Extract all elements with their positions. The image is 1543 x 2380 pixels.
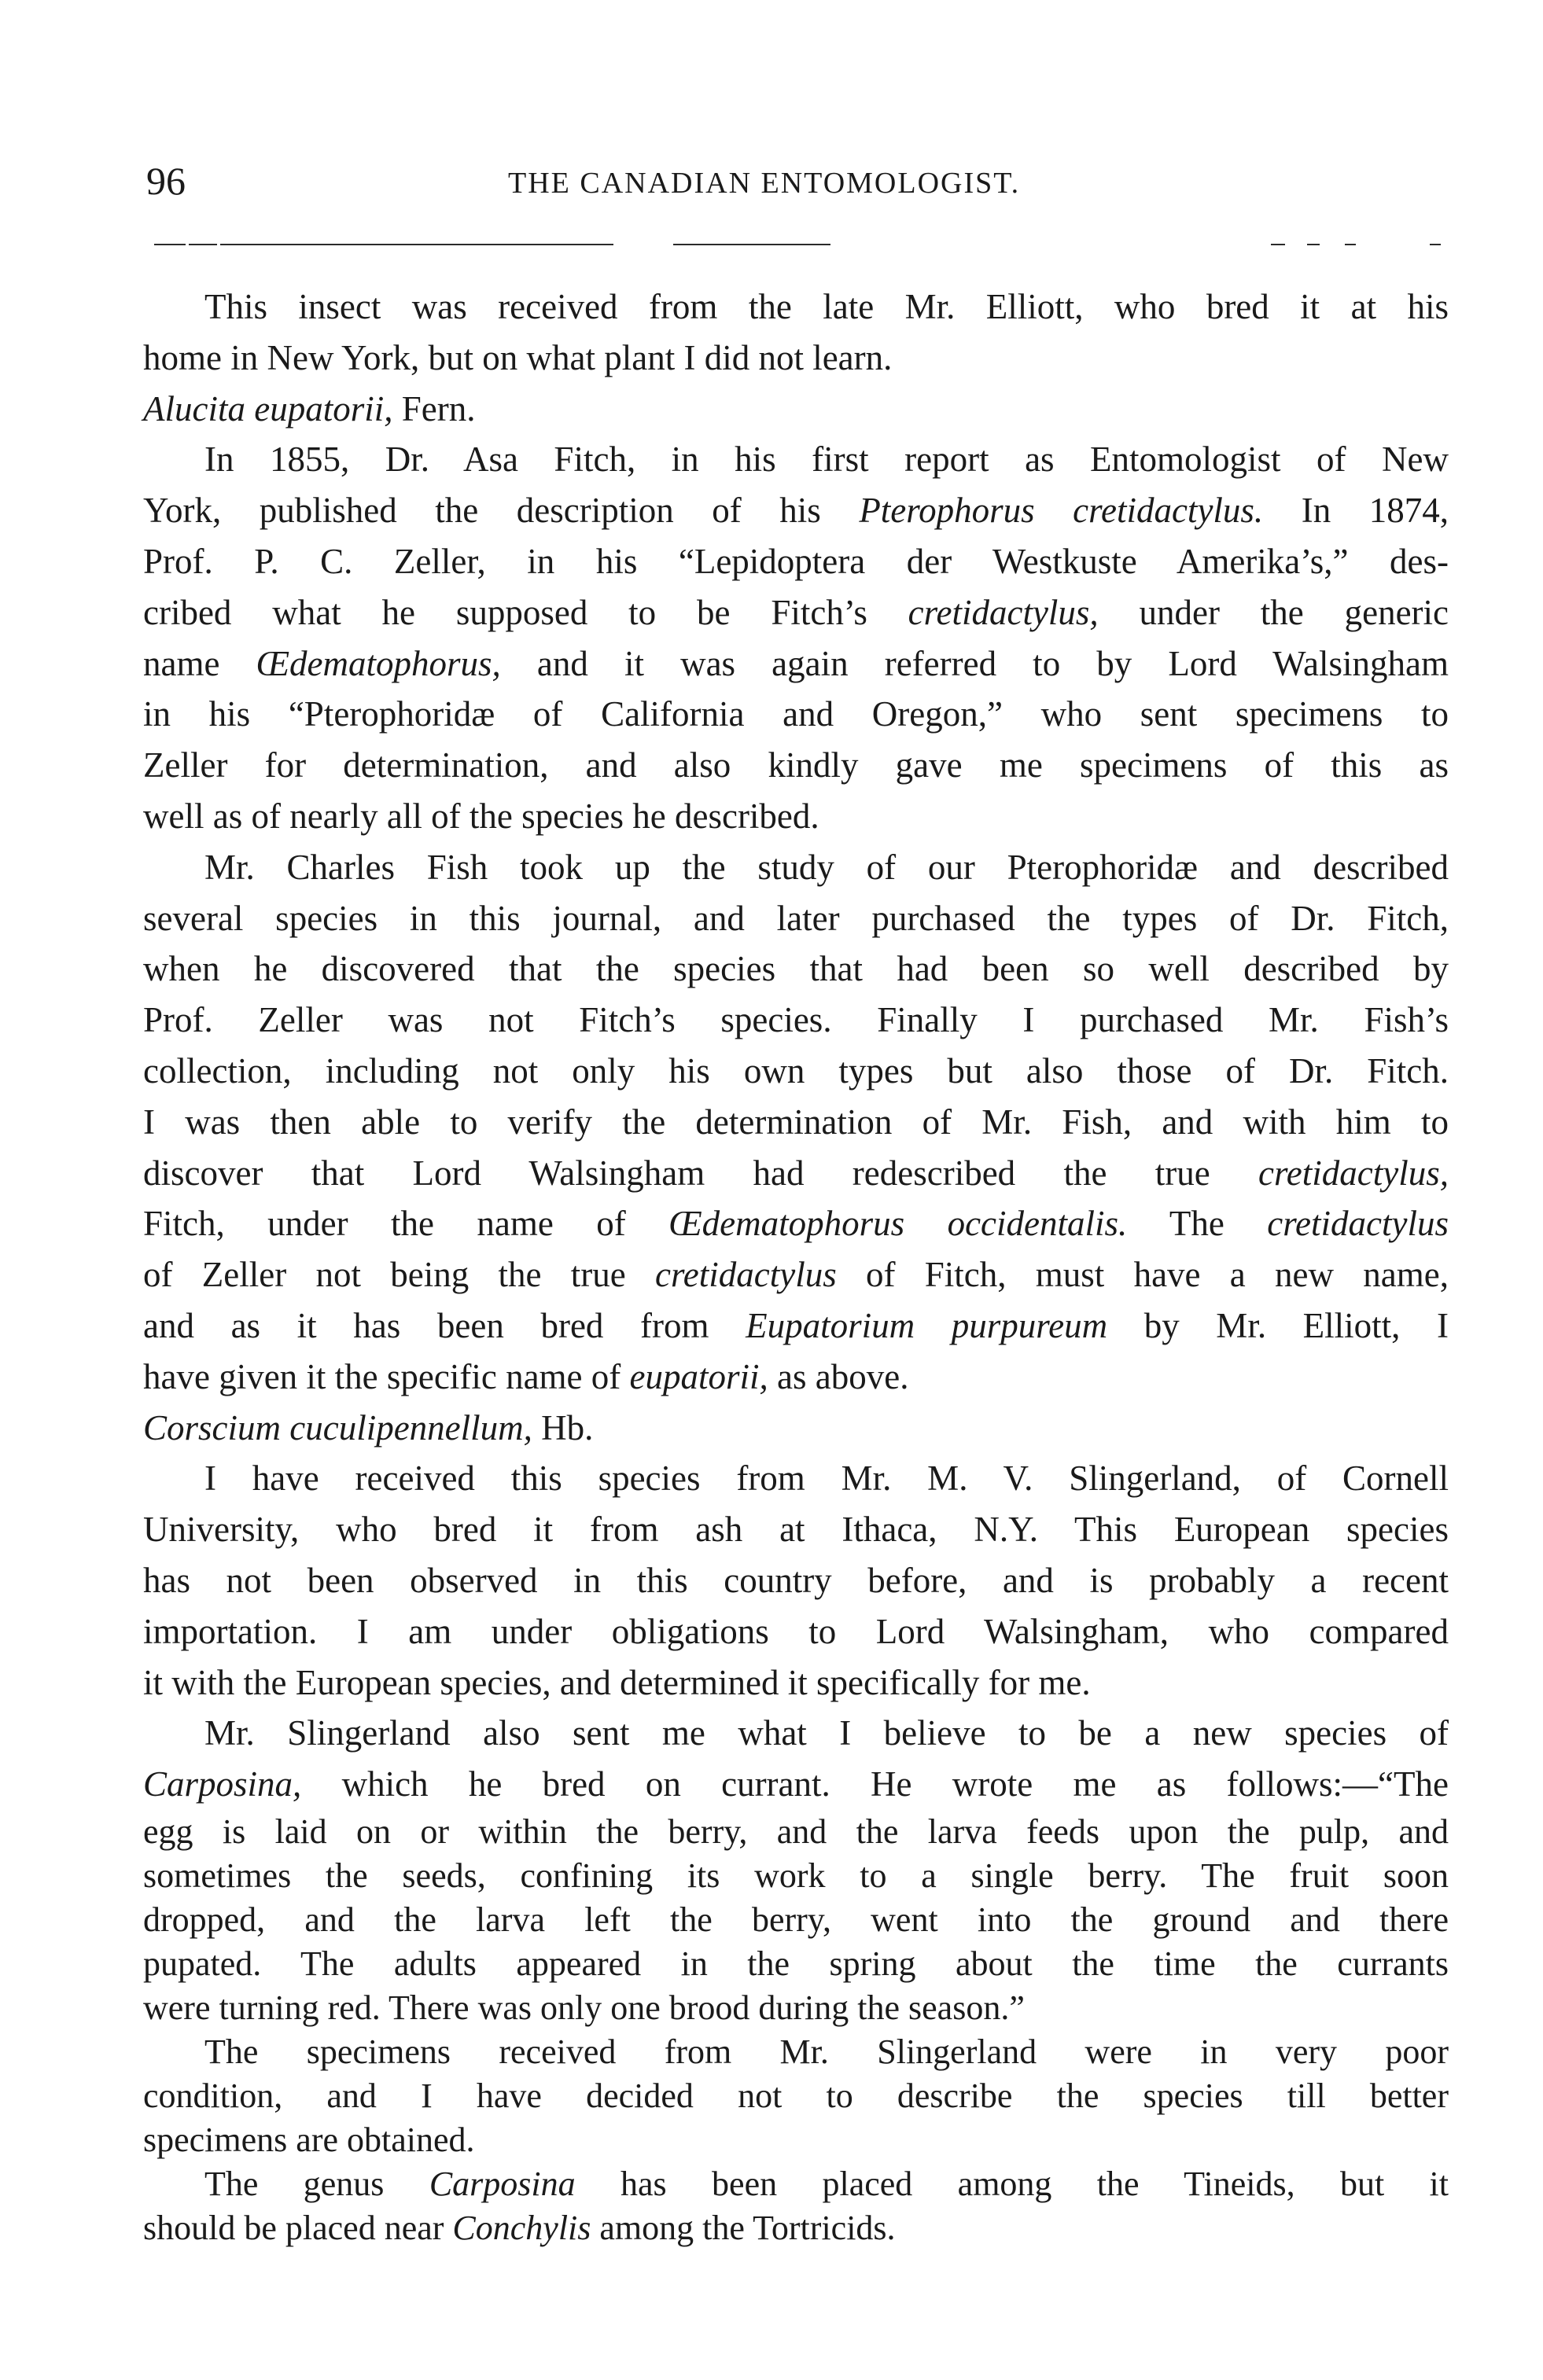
text-line (143, 1810, 1449, 1854)
text-line (143, 1986, 1449, 2030)
italic-text: cretidactylus (654, 1255, 837, 1295)
text-run: by Mr. Elliott, I (1107, 1305, 1449, 1345)
italic-text: Carposina (429, 2164, 576, 2203)
article-body (143, 281, 1449, 2250)
text-run: has not been observed in this country before, and is probably a recent (143, 1560, 1449, 1600)
text-line (143, 2206, 1449, 2250)
rule-segment (1430, 244, 1441, 245)
text-line (143, 1300, 1449, 1352)
text-line (143, 995, 1449, 1046)
italic-text: Œdematophorus, (256, 643, 501, 683)
italic-text: cretidactylus, (1258, 1153, 1449, 1193)
text-line (143, 842, 1449, 893)
italic-text: Corscium cuculipennellum, (143, 1407, 532, 1447)
text-line (143, 791, 1449, 842)
text-run: importation. I am under obligations to Lord Walsingham, who compared (143, 1611, 1449, 1651)
text-line (143, 434, 1449, 485)
text-line (143, 1453, 1449, 1504)
text-run: Prof. Zeller was not Fitch’s species. Finally I purchased Mr. Fish’s (143, 1000, 1449, 1040)
running-title: THE CANADIAN ENTOMOLOGIST. (508, 167, 1021, 200)
text-run: In 1855, Dr. Asa Fitch, in his first report as Entomologist of New (204, 440, 1449, 480)
text-line (143, 1352, 1449, 1403)
text-run: it with the European species, and determined it specifically for me. (143, 1662, 1091, 1702)
text-run: In 1874, (1263, 491, 1449, 531)
text-line (143, 1046, 1449, 1097)
italic-text: cretidactylus (1267, 1204, 1449, 1244)
text-line (143, 1097, 1449, 1148)
text-run: Zeller for determination, and also kindly gave me specimens of this as (143, 745, 1449, 785)
text-run: in his “Pterophoridæ of California and Oregon,” who sent specimens to (143, 694, 1449, 734)
text-run: Prof. P. C. Zeller, in his “Lepidoptera der Westkuste Amerika’s,” des- (143, 541, 1449, 581)
italic-text: cretidactylus, (908, 592, 1099, 632)
text-run: and as it has been bred from (143, 1305, 746, 1345)
text-line (143, 1606, 1449, 1657)
text-run: discover that Lord Walsingham had redescribed the true (143, 1153, 1258, 1193)
italic-text: Conchylis (452, 2208, 591, 2247)
text-line (143, 281, 1449, 333)
text-run: The genus (204, 2164, 429, 2203)
text-line (143, 740, 1449, 791)
text-line (143, 1942, 1449, 1986)
text-line (143, 1148, 1449, 1199)
text-run: cribed what he supposed to be Fitch’s (143, 592, 908, 632)
text-line (143, 638, 1449, 690)
italic-text: eupatorii, (629, 1356, 768, 1396)
text-line (143, 2162, 1449, 2206)
text-run: which he bred on currant. He wrote me as follows:—“The (301, 1764, 1449, 1804)
text-run: Hb. (532, 1407, 594, 1447)
text-run: collection, including not only his own types but also those of Dr. Fitch. (143, 1050, 1449, 1091)
text-run: well as of nearly all of the species he described. (143, 796, 819, 836)
rule-segment (1307, 244, 1320, 245)
text-run: should be placed near (143, 2208, 453, 2247)
text-run: Mr. Slingerland also sent me what I believe to be a new species of (204, 1713, 1449, 1753)
italic-text: Pterophorus cretidactylus. (859, 491, 1264, 531)
text-run: several species in this journal, and later purchased the types of Dr. Fitch, (143, 898, 1449, 938)
text-run: This insect was received from the late Mr. Elliott, who bred it at his (204, 287, 1449, 326)
rule-segment (154, 244, 186, 245)
text-run: The (1127, 1204, 1268, 1244)
page-number: 96 (146, 159, 186, 203)
rule-segment (1345, 244, 1356, 245)
text-run: name (143, 643, 256, 683)
text-line (143, 2030, 1449, 2074)
text-line (143, 1504, 1449, 1555)
italic-text: Carposina, (143, 1764, 302, 1804)
text-run: under the generic (1098, 592, 1449, 632)
italic-text: Alucita eupatorii, (143, 388, 393, 429)
text-run: among the Tortricids. (591, 2208, 896, 2247)
text-run: of Fitch, must have a new name, (836, 1255, 1449, 1295)
text-line (143, 485, 1449, 536)
text-line (143, 1198, 1449, 1249)
text-line (143, 587, 1449, 638)
text-run: sometimes the seeds, confining its work to a single berry. The fruit soon (143, 1856, 1449, 1895)
text-run: have given it the specific name of (143, 1356, 630, 1396)
text-run: egg is laid on or within the berry, and the larva feeds upon the pulp, and (143, 1812, 1449, 1851)
text-run: when he discovered that the species that had been so well described by (143, 949, 1449, 989)
page-header (146, 157, 1444, 212)
text-line (143, 944, 1449, 995)
text-run: home in New York, but on what plant I did not learn. (143, 337, 893, 377)
text-run: has been placed among the Tineids, but it (575, 2164, 1449, 2203)
italic-text: Œdematophorus occidentalis. (668, 1204, 1128, 1244)
text-line (143, 1759, 1449, 1810)
italic-text: Eupatorium purpureum (746, 1305, 1108, 1345)
text-run: and it was again referred to by Lord Walsingham (500, 643, 1449, 683)
text-line (143, 333, 1449, 384)
text-line (143, 1898, 1449, 1942)
text-run: York, published the description of his (143, 491, 860, 531)
text-line (143, 689, 1449, 740)
text-line (143, 1249, 1449, 1300)
text-run: of Zeller not being the true (143, 1255, 655, 1295)
text-line (143, 1657, 1449, 1709)
rule-segment (189, 244, 217, 245)
text-run: specimens are obtained. (143, 2120, 475, 2159)
text-run: I was then able to verify the determination of Mr. Fish, and with him to (143, 1102, 1449, 1142)
text-line (143, 2118, 1449, 2162)
header-rule (154, 241, 1444, 248)
text-run: dropped, and the larva left the berry, went into the ground and there (143, 1900, 1449, 1939)
text-line (143, 1555, 1449, 1606)
text-run: University, who bred it from ash at Ithaca, N.Y. This European species (143, 1510, 1449, 1550)
text-line (143, 1403, 1449, 1454)
text-run: Fitch, under the name of (143, 1204, 669, 1244)
text-line (143, 384, 1449, 435)
text-line (143, 893, 1449, 944)
rule-segment (673, 244, 830, 245)
text-run: were turning red. There was only one brood during the season.” (143, 1988, 1025, 2027)
text-run: I have received this species from Mr. M. V. Slingerland, of Cornell (204, 1459, 1449, 1499)
text-run: as above. (768, 1356, 909, 1396)
text-run: Mr. Charles Fish took up the study of our Pterophoridæ and described (204, 847, 1449, 887)
text-line (143, 2074, 1449, 2118)
text-run: The specimens received from Mr. Slingerland were in very poor (204, 2032, 1449, 2071)
rule-segment (1271, 244, 1285, 245)
text-run: Fern. (392, 388, 476, 429)
text-run: pupated. The adults appeared in the spring about the time the currants (143, 1944, 1449, 1983)
text-line (143, 1708, 1449, 1759)
text-line (143, 1854, 1449, 1898)
text-line (143, 536, 1449, 587)
rule-segment (220, 244, 613, 245)
text-run: condition, and I have decided not to describe the species till better (143, 2076, 1449, 2115)
